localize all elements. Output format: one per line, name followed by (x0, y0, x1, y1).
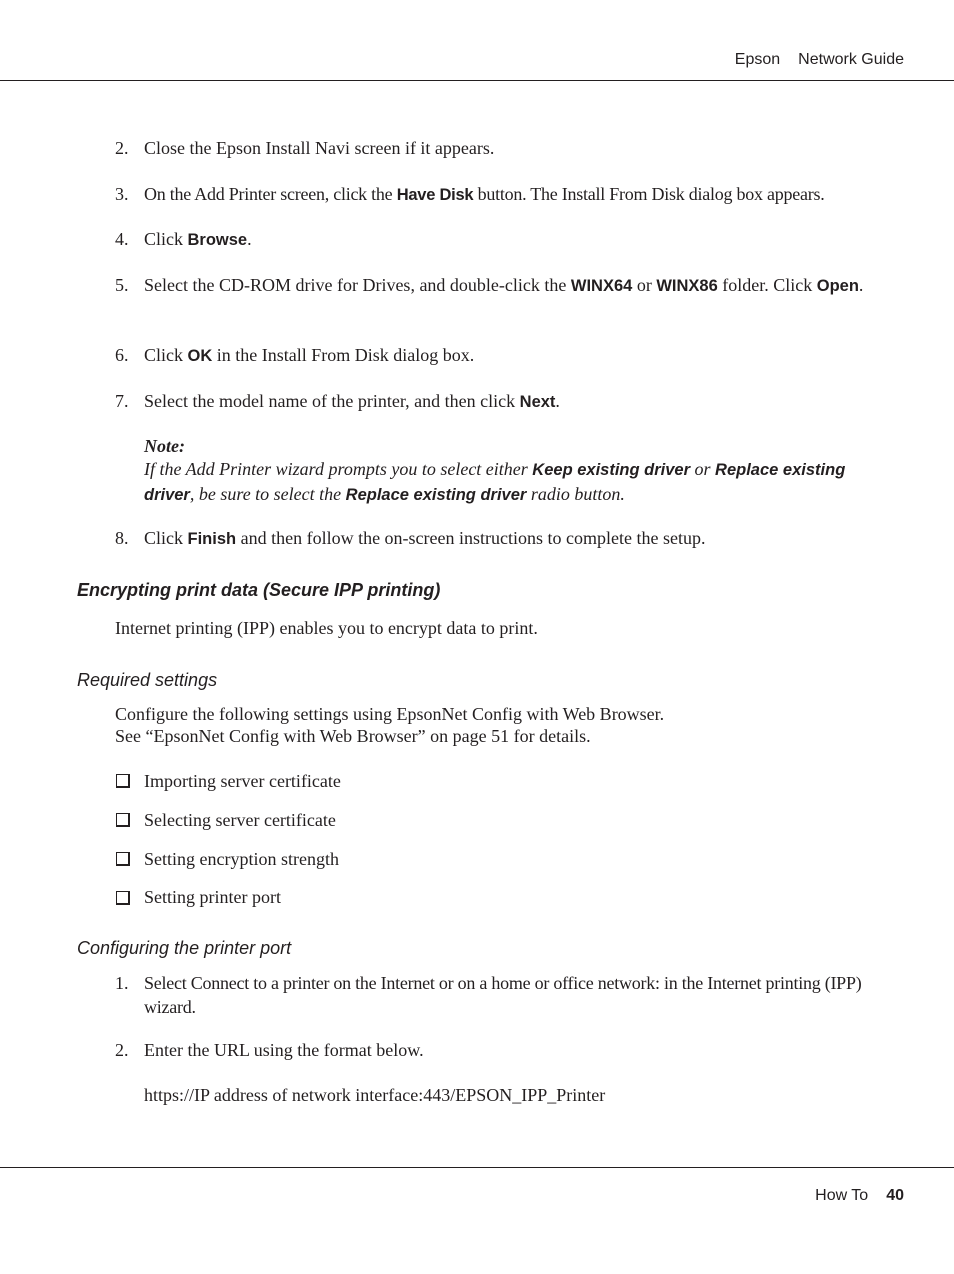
step-number: 2. (115, 138, 129, 158)
ui-term: WINX86 (656, 277, 718, 295)
step-text (144, 227, 878, 252)
step-number: 1. (115, 973, 129, 993)
text-run: , be sure to select the (189, 484, 346, 504)
text-run: Click (144, 345, 188, 365)
ui-term: Open (816, 277, 859, 295)
step-number: 6. (115, 345, 129, 365)
ui-term: Have Disk (396, 186, 474, 204)
paragraph: Configure the following settings using EpsonNet Config with Web Browser. (115, 704, 665, 724)
text-run: On the Add Printer screen, click the (144, 184, 397, 204)
text-run: If the Add Printer wizard prompts you to select either (144, 459, 533, 479)
ui-term: Replace existing driver (144, 461, 846, 504)
running-footer (815, 1187, 904, 1205)
text-run: Select the CD-ROM drive for Drives, and double-click the (144, 275, 571, 295)
checkbox-bullet-icon (116, 891, 130, 905)
text-run: Click (144, 229, 188, 249)
step-number: 7. (115, 391, 129, 411)
step-number: 5. (115, 275, 129, 295)
step-text (144, 526, 878, 551)
text-run: . (555, 391, 560, 411)
text-run: Select the model name of the printer, and then click (144, 391, 520, 411)
checkbox-bullet-icon (116, 813, 130, 827)
note-label: Note: (144, 436, 185, 456)
text-run: button. The Install From Disk dialog box appears. (473, 184, 825, 204)
checkbox-bullet-icon (116, 774, 130, 788)
note-text (144, 457, 882, 507)
header-rule (0, 80, 954, 81)
header-brand: Epson (734, 51, 781, 68)
subsection-heading: Configuring the printer port (77, 938, 292, 958)
step-text (144, 343, 878, 368)
text-run: . (247, 229, 252, 249)
text-run: Close the Epson Install Navi screen if it appears. (144, 138, 495, 158)
ui-term: WINX64 (570, 277, 633, 295)
checkbox-bullet-icon (116, 852, 130, 866)
text-run: or (690, 459, 716, 479)
step-text: Select Connect to a printer on the Internet or on a home or office network: in the Internet printing (IPP) wizard. (144, 973, 862, 1017)
step-text (144, 136, 878, 160)
list-item: Importing server certificate (144, 771, 341, 791)
step-number: 8. (115, 528, 129, 548)
section-heading: Encrypting print data (Secure IPP printing) (77, 580, 441, 600)
footer-rule (0, 1167, 954, 1168)
url-format: https://IP address of network interface:443/EPSON_IPP_Printer (144, 1085, 606, 1105)
step-number: 4. (115, 229, 129, 249)
ui-term: Next (519, 393, 556, 411)
ui-term: OK (187, 347, 213, 365)
subsection-heading: Required settings (77, 670, 218, 690)
section-intro: Internet printing (IPP) enables you to encrypt data to print. (115, 618, 538, 638)
text-run: and then follow the on-screen instructions to complete the setup. (236, 528, 706, 548)
list-item: Selecting server certificate (144, 810, 336, 830)
paragraph: See “EpsonNet Config with Web Browser” on page 51 for details. (115, 726, 591, 746)
list-item: Setting encryption strength (144, 849, 339, 869)
step-text (144, 273, 864, 298)
step-number: 3. (115, 184, 129, 204)
step-number: 2. (115, 1040, 129, 1060)
ui-term: Browse (187, 231, 248, 249)
page-number: 40 (886, 1187, 904, 1204)
header-doc-title: Network Guide (798, 51, 904, 68)
ui-term: Finish (187, 530, 237, 548)
text-run: Click (144, 528, 188, 548)
text-run: or (632, 275, 657, 295)
step-text: Enter the URL using the format below. (144, 1040, 424, 1060)
ui-term: Keep existing driver (532, 461, 691, 479)
list-item: Setting printer port (144, 887, 281, 907)
ui-term: Replace existing driver (345, 486, 527, 504)
text-run: folder. Click (717, 275, 817, 295)
running-header (735, 51, 904, 69)
text-run: radio button. (526, 484, 625, 504)
step-text (144, 389, 878, 414)
footer-section: How To (815, 1187, 869, 1204)
text-run: . (858, 275, 864, 295)
step-text (144, 182, 894, 207)
text-run: in the Install From Disk dialog box. (212, 345, 475, 365)
